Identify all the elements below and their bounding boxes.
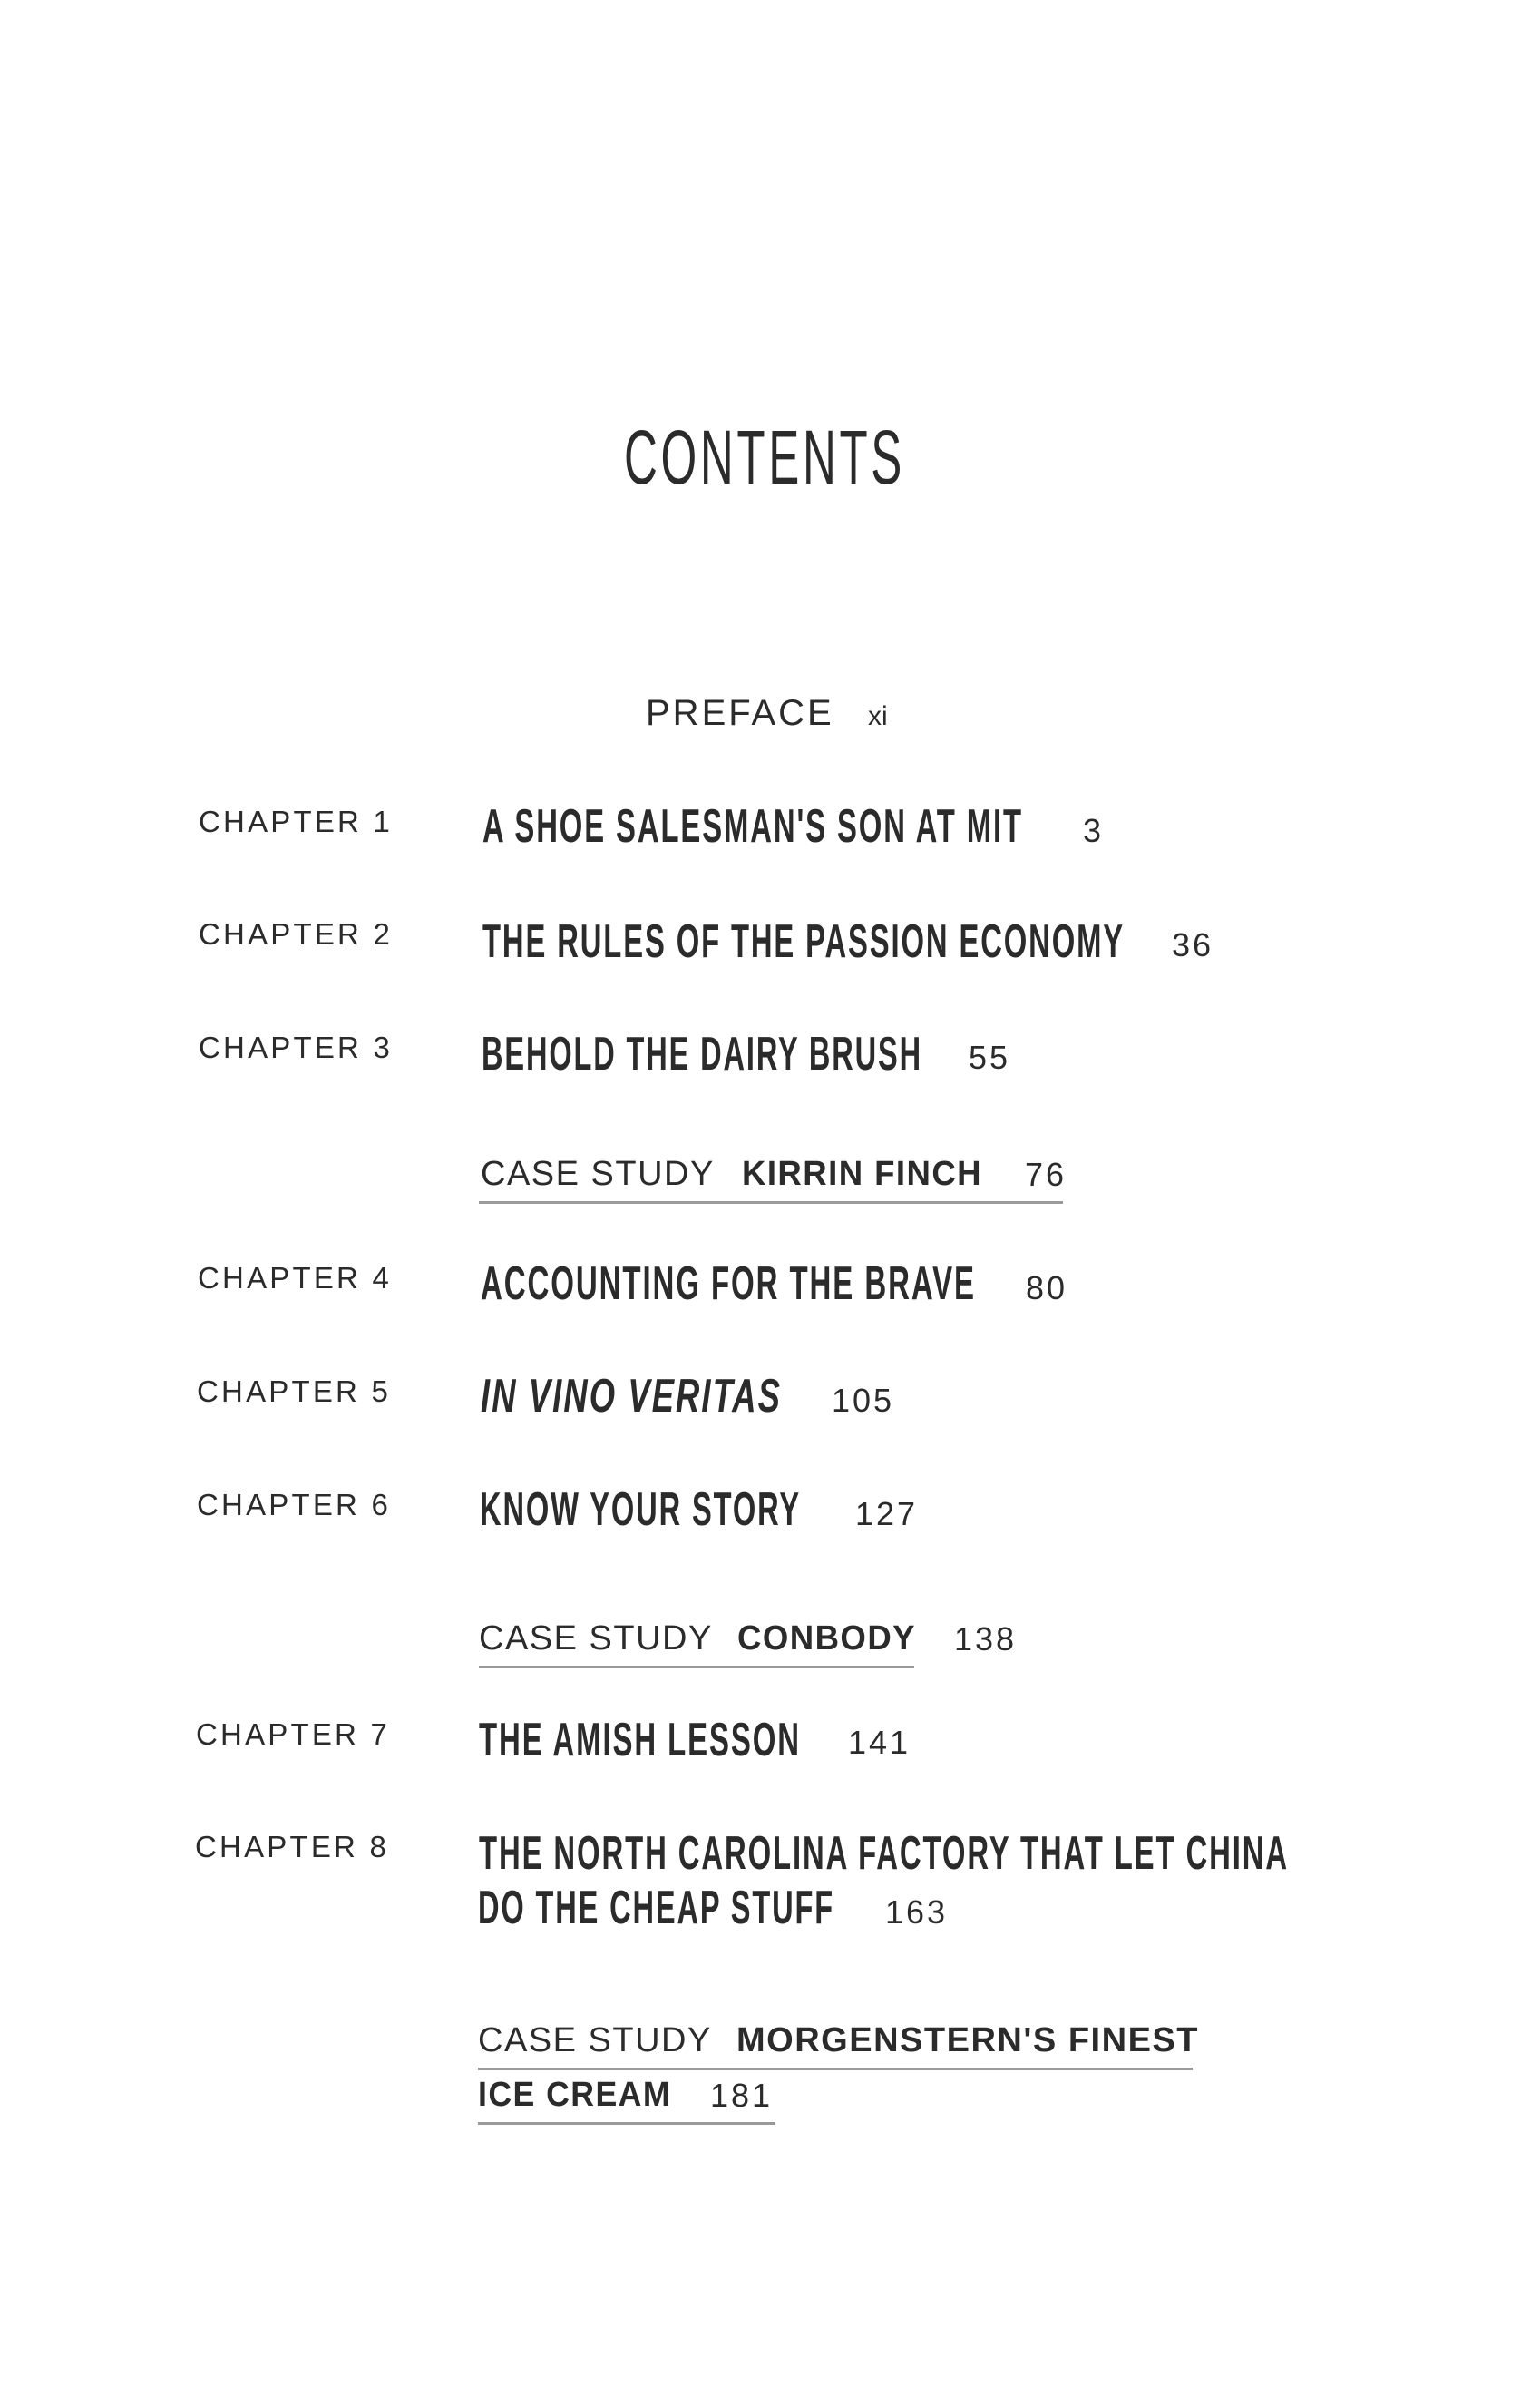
preface-label: PREFACE [646,693,834,733]
case-study-label: CASE STUDY [481,1155,715,1193]
case-study-underline [479,1201,1063,1204]
page-number: 3 [1083,812,1105,849]
page-number: 76 [1025,1156,1067,1193]
page-number: 181 [710,2077,774,2114]
page-number: 36 [1172,926,1214,963]
page-title: CONTENTS [624,415,905,500]
chapter-title-line-1[interactable]: THE NORTH CAROLINA FACTORY THAT LET CHINA [479,1827,1289,1880]
chapter-label: CHAPTER 4 [198,1261,393,1295]
page-number: 141 [848,1724,911,1761]
chapter-label: CHAPTER 7 [196,1717,391,1751]
chapter-label: CHAPTER 5 [197,1374,392,1408]
case-study-title-line-1[interactable]: MORGENSTERN'S FINEST [736,2021,1199,2059]
chapter-title[interactable]: THE RULES OF THE PASSION ECONOMY [482,915,1125,968]
chapter-label: CHAPTER 8 [195,1830,390,1863]
chapter-title-line-2[interactable]: DO THE CHEAP STUFF [478,1882,834,1934]
case-study-underline [478,2068,1193,2070]
case-study-underline [478,2122,775,2125]
page-number: 80 [1026,1269,1068,1306]
page-number: 105 [832,1382,895,1419]
preface-page-number: xi [868,701,888,731]
page-number: 55 [969,1039,1011,1076]
case-study-label: CASE STUDY [478,2021,712,2059]
case-study-label: CASE STUDY [479,1619,713,1657]
case-study-underline [479,1666,914,1668]
chapter-label: CHAPTER 1 [199,805,394,838]
chapter-title[interactable]: BEHOLD THE DAIRY BRUSH [482,1028,922,1081]
case-study-title[interactable]: KIRRIN FINCH [742,1155,982,1193]
chapter-title[interactable]: ACCOUNTING FOR THE BRAVE [481,1257,976,1310]
page-number: 127 [855,1495,919,1532]
chapter-title[interactable]: KNOW YOUR STORY [480,1483,801,1536]
chapter-label: CHAPTER 6 [197,1488,392,1521]
chapter-label: CHAPTER 2 [199,917,394,951]
chapter-title[interactable]: IN VINO VERITAS [481,1370,782,1423]
chapter-title[interactable]: A SHOE SALESMAN'S SON AT MIT [482,800,1023,853]
chapter-title[interactable]: THE AMISH LESSON [479,1714,801,1766]
page-number: 138 [954,1620,1018,1657]
case-study-title-line-2[interactable]: ICE CREAM [478,2076,671,2114]
chapter-label: CHAPTER 3 [199,1031,394,1064]
case-study-title[interactable]: CONBODY [737,1619,916,1657]
page-number: 163 [885,1893,949,1931]
